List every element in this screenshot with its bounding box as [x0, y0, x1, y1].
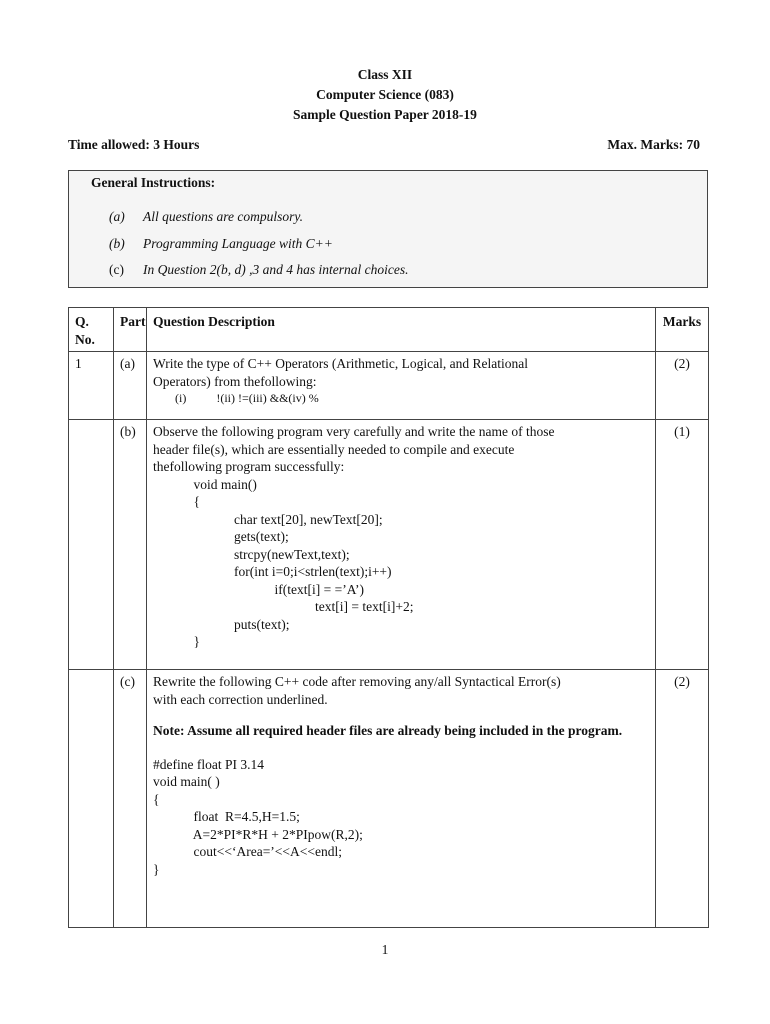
note-text: Note: Assume all required header files are already being included in the program.: [153, 723, 623, 738]
question-marks: (2): [656, 352, 709, 420]
paper-title: Sample Question Paper 2018-19: [293, 107, 477, 122]
question-description: [147, 420, 656, 670]
instruction-text: Programming Language with C++: [143, 236, 333, 251]
description-line: header file(s), which are essentially needed to compile and execute: [153, 441, 515, 457]
code-snippet: #define float PI 3.14 void main( ) { float R=4.5,H=1.5; A=2*PI*R*H + 2*PIpow(R,2); cout<<‘Area=’<<A<<endl; }: [153, 756, 363, 877]
instruction-item: [109, 209, 303, 225]
question-number: [69, 420, 114, 670]
description-line: Rewrite the following C++ code after removing any/all Syntactical Error(s): [153, 674, 561, 689]
question-part: (c): [114, 670, 147, 928]
class-title: Class XII: [357, 67, 413, 82]
instruction-text: All questions are compulsory.: [143, 209, 303, 224]
instruction-item: [109, 236, 333, 252]
instruction-label: (b): [109, 236, 125, 251]
page-number: 1: [381, 942, 389, 957]
description-line: thefollowing program successfully:: [153, 459, 345, 474]
table-row: [69, 670, 709, 928]
column-header-description: Question Description: [147, 308, 656, 352]
general-instructions-box: [68, 170, 708, 288]
exam-meta: [68, 137, 700, 153]
instructions-title: General Instructions:: [91, 175, 216, 190]
question-marks: (1): [656, 420, 709, 670]
instruction-label: (c): [109, 262, 124, 277]
subject-title: Computer Science (083): [316, 87, 454, 102]
operator-list: (i) !(ii) !=(iii) &&(iv) %: [175, 391, 319, 405]
description-line: with each correction underlined.: [153, 691, 328, 707]
table-header-row: [69, 308, 709, 352]
instruction-label: (a): [109, 209, 125, 224]
time-allowed: Time allowed: 3 Hours: [68, 137, 200, 152]
description-line: Operators) from thefollowing:: [153, 373, 317, 389]
column-header-marks: Marks: [656, 308, 709, 352]
description-line: Observe the following program very carefully and write the name of those: [153, 424, 555, 439]
question-number: [69, 670, 114, 928]
question-table: [68, 307, 709, 928]
paper-header: [0, 65, 770, 125]
max-marks: Max. Marks: 70: [607, 137, 700, 152]
question-number: 1: [69, 352, 114, 420]
code-snippet: void main() { char text[20], newText[20]; gets(text); strcpy(newText,text); for(int i=0;i<strlen(text);i++) if(text[i] = =’A’) text[i] = text[i]+2; puts(text); }: [193, 476, 414, 649]
question-description: [147, 352, 656, 420]
question-part: (a): [114, 352, 147, 420]
column-header-qno: Q. No.: [69, 308, 114, 352]
instruction-item: [109, 262, 408, 278]
table-row: [69, 420, 709, 670]
table-row: [69, 352, 709, 420]
instruction-text: In Question 2(b, d) ,3 and 4 has internal choices.: [143, 262, 409, 277]
question-marks: (2): [656, 670, 709, 928]
question-part: (b): [114, 420, 147, 670]
description-line: Write the type of C++ Operators (Arithmetic, Logical, and Relational: [153, 356, 528, 371]
column-header-part: Part: [114, 308, 147, 352]
question-description: [147, 670, 656, 928]
